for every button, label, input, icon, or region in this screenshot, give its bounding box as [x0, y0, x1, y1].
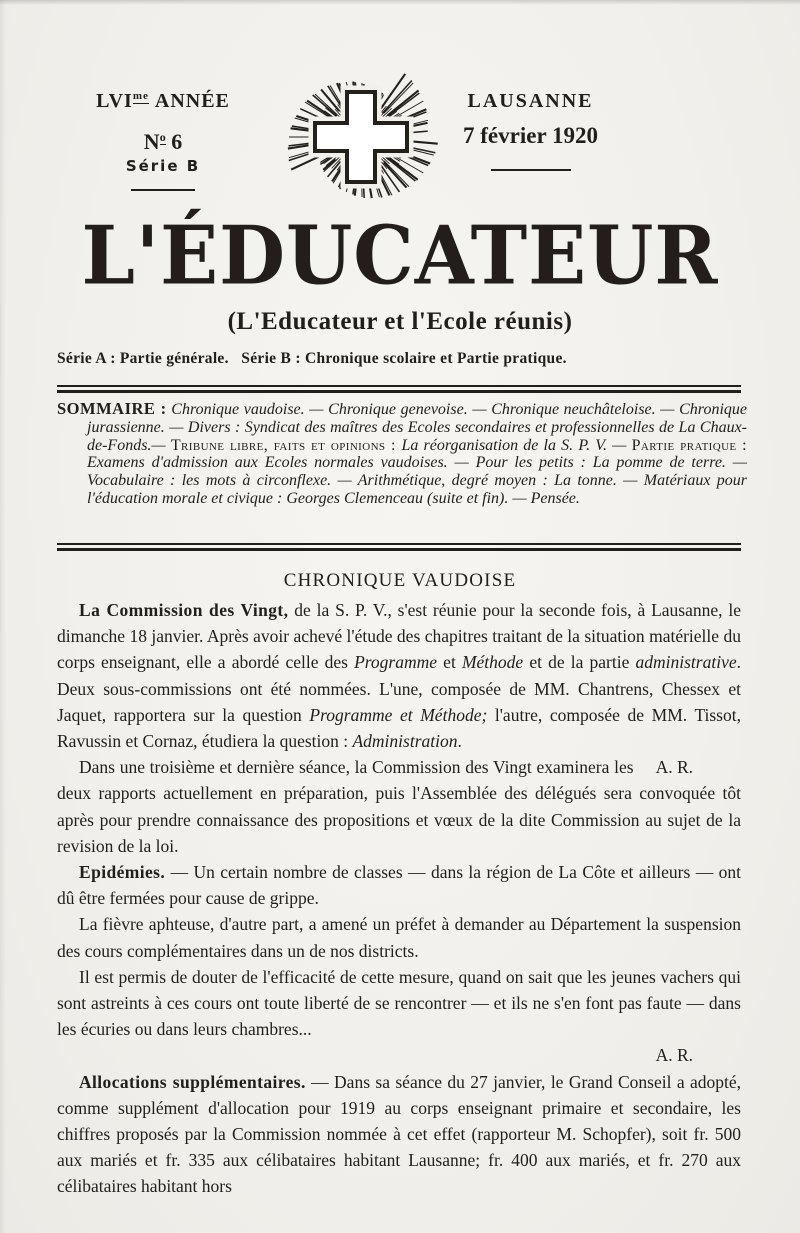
signature: A. R. — [655, 757, 693, 778]
swiss-cross — [315, 92, 407, 182]
masthead-rule-left — [131, 189, 195, 191]
paragraph — [57, 1069, 741, 1200]
text-segment: Tribune libre, faits et opinions : — [170, 436, 402, 454]
text-segment: Programme et Méthode; — [309, 704, 488, 725]
paragraph — [57, 964, 741, 1043]
text-segment: Programme — [354, 652, 438, 673]
text-segment: Epidémies. — [79, 862, 166, 883]
series-note: Série A : Partie générale. Série B : Chronique scolaire et Partie pratique. — [57, 350, 567, 367]
text-segment: Examens d'admission aux Ecoles normales vaudoises. — Pour les petits : La pomme de terre. — Vocabulaire : les mots à circonflexe. — Arithmétique, degré moyen : La tonne. — Matériaux pour l'éducation morale et civique : Georges Clemenceau (suite et fin). — Pensée. — [87, 454, 747, 507]
volume-superscript: me — [132, 90, 149, 103]
journal-title: L'ÉDUCATEUR — [81, 208, 719, 303]
section-heading: CHRONIQUE VAUDOISE — [283, 570, 517, 591]
summary-text — [87, 401, 747, 507]
text-segment: Dans une troisième et dernière séance, la Commission des Vingt examinera les deux rapports actuellement en préparation, puis l'Assemblée des délégués sera convoquée tôt après pour prendre connaissance des propositions et vœux de la dite Commission au sujet de la revision de la loi. — [57, 757, 741, 856]
article-body — [57, 597, 741, 1200]
paragraph — [57, 859, 741, 911]
divider-rule-bottom — [57, 543, 741, 551]
divider-rule-top — [57, 385, 741, 393]
summary-block — [57, 400, 747, 508]
text-segment: Allocations supplémentaires. — [79, 1071, 306, 1092]
text-segment: La réorganisation de la S. P. V. — — [401, 436, 632, 454]
city-label: LAUSANNE — [467, 90, 594, 112]
text-segment: et — [437, 652, 462, 673]
text-segment: Méthode — [461, 652, 524, 673]
text-segment: l'autre, composée de MM. Tissot, Ravussin et Cornaz, étudiera la question : — [57, 704, 741, 752]
text-segment: La fièvre aphteuse, d'autre part, a amené un préfet à demander au Département la suspension des cours complémentaires dans un de nos districts. — [57, 914, 741, 961]
summary-label: SOMMAIRE : — [57, 399, 167, 418]
text-segment: de la S. P. V., s'est réunie pour la seconde fois, à Lausanne, le dimanche 18 janvier. Après avoir achevé l'étude des chapitres traitant de la situation matérielle du corps enseignant, elle a abordé celle des — [57, 600, 741, 673]
journal-subtitle: (L'Educateur et l'Ecole réunis) — [227, 308, 573, 335]
issue-number: $N^o$ 6 — [143, 129, 183, 154]
text-segment: Partie pratique : — [631, 436, 747, 454]
masthead-right-block — [438, 90, 623, 171]
issue-date: 7 février 1920 — [463, 123, 598, 148]
text-segment: — Dans sa séance du 27 janvier, le Grand Conseil a adopté, comme supplément d'allocation pour 1919 au corps enseignant primaire et secondaire, les chiffres proposés par la Commission nommée à cet effet (rapporteur M. Schopfer), soit fr. 500 aux mariés et fr. 335 aux célibataires habitant Lausanne; fr. 400 aux mariés, et fr. 270 aux célibataires habitant hors — [57, 1071, 741, 1197]
volume-line: $LVI^{me}$ ANNÉE — [96, 90, 230, 112]
text-segment: administrative — [635, 652, 737, 673]
text-segment: — Un certain nombre de classes — dans la région de La Côte et ailleurs — ont dû être fermées pour cause de grippe. — [57, 862, 741, 909]
text-segment: La Commission des Vingt, — [79, 600, 289, 620]
masthead-rule-right — [491, 169, 571, 171]
text-segment: . Deux sous-commissions ont été nommées. L'une, composée de MM. Chantrens, Chessex et Jaquet, rapportera sur la question — [57, 652, 741, 725]
text-segment: Il est permis de douter de l'efficacité de cette mesure, quand on sait que les jeunes vachers qui sont astreints à ces cours ont toute liberté de se rencontrer — et ils ne s'en font pas faute — dans les écuries ou dans leurs chambres... — [57, 966, 741, 1040]
paragraph — [57, 754, 741, 859]
text-segment: Chronique vaudoise. — Chronique genevoise. — Chronique neuchâteloise. — Chronique jurassienne. — Divers : Syndicat des maîtres des Ecoles secondaires et professionnelles de La Chaux-de-Fonds.— — [87, 401, 747, 454]
text-segment: Administration — [352, 731, 458, 752]
signature: A. R. — [655, 1045, 693, 1066]
series-label: Série B — [125, 157, 201, 175]
masthead — [0, 0, 800, 215]
paragraph — [57, 911, 741, 963]
swiss-cross-sunburst-icon — [281, 58, 441, 216]
paragraph — [57, 597, 741, 754]
masthead-left-block — [78, 90, 248, 191]
text-segment: et de la partie — [523, 652, 636, 673]
text-segment: . — [457, 731, 462, 752]
